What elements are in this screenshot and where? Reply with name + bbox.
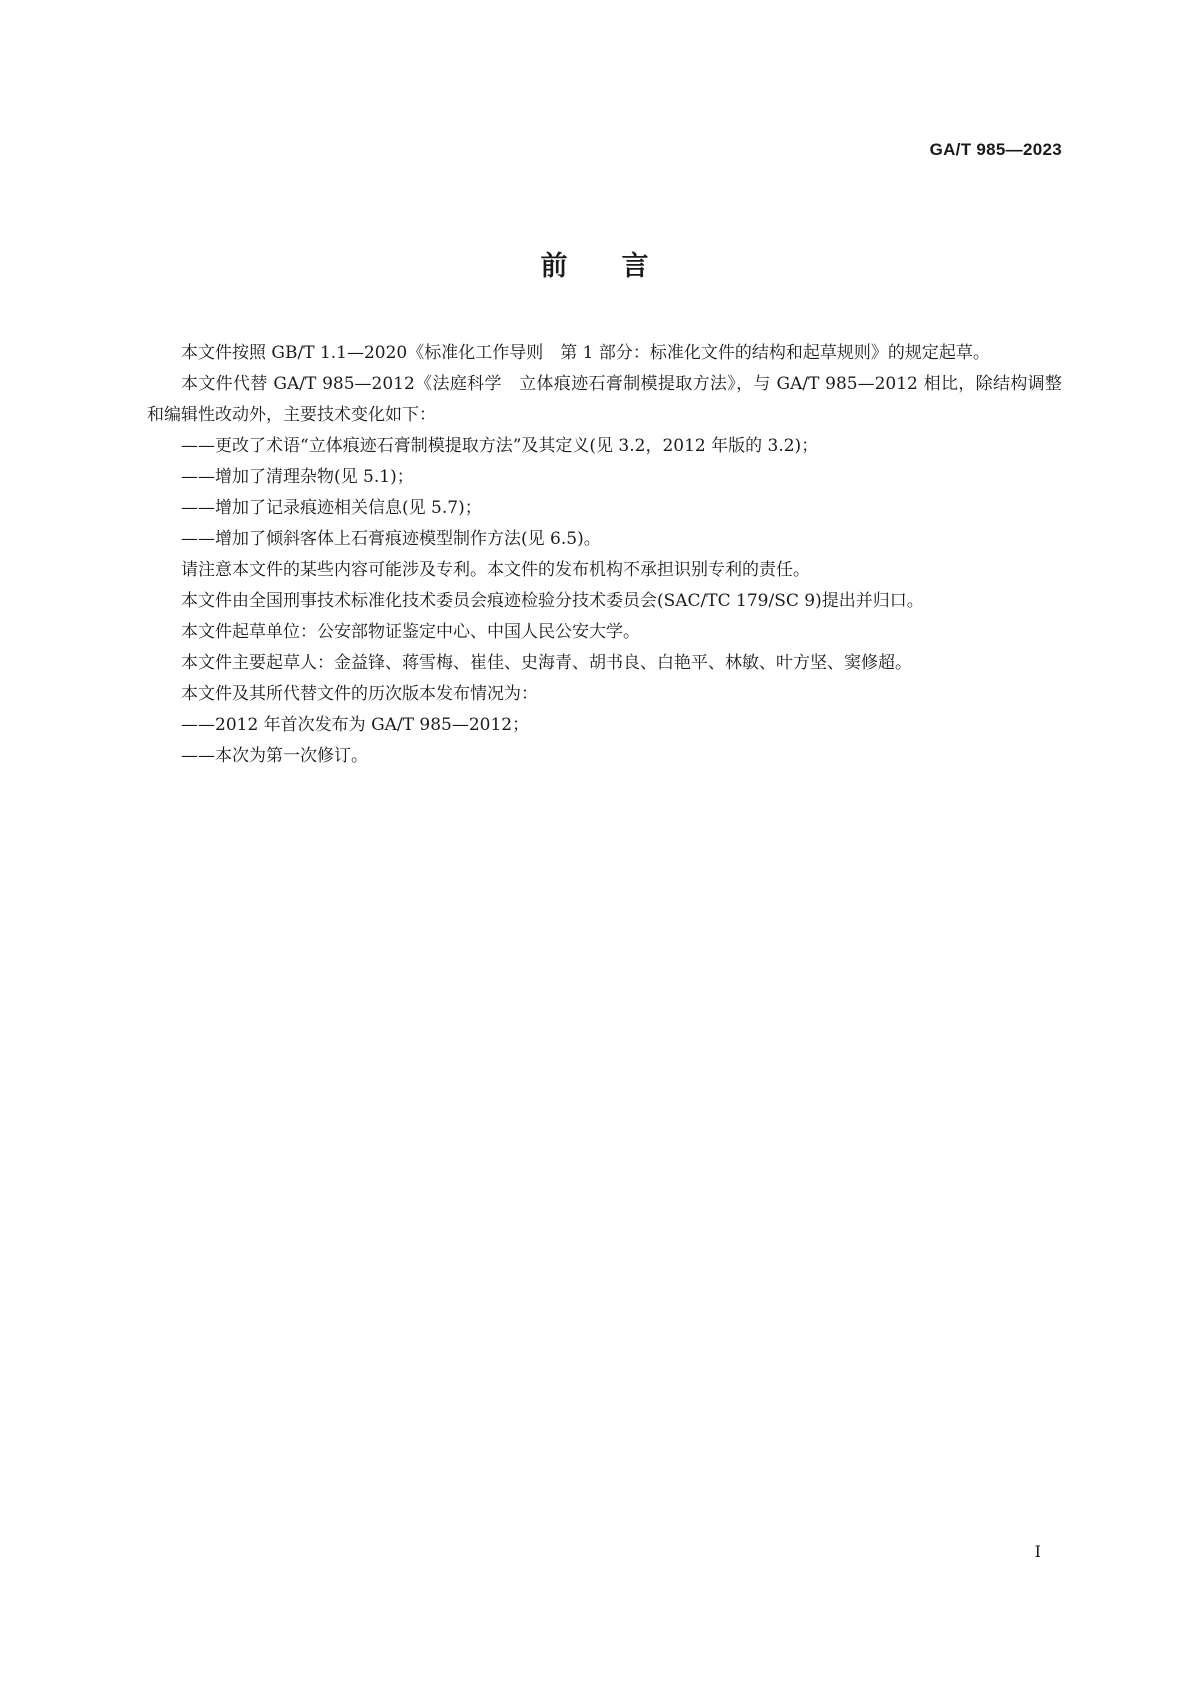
title-part-1: 前 xyxy=(540,251,570,282)
paragraph-drafting-units: 本文件起草单位：公安部物证鉴定中心、中国人民公安大学。 xyxy=(181,622,640,642)
page-number: I xyxy=(1034,1542,1041,1561)
document-number: GA/T 985—2023 xyxy=(929,140,1062,159)
list-item-history-2012: ——2012 年首次发布为 GA/T 985—2012； xyxy=(181,715,530,735)
list-item-change-record: ——增加了记录痕迹相关信息(见 5.7)； xyxy=(181,498,482,518)
preface-body xyxy=(147,338,1062,772)
list-item-history-revision: ——本次为第一次修订。 xyxy=(181,746,368,766)
list-item-change-term: ——更改了术语“立体痕迹石膏制模提取方法”及其定义(见 3.2，2012 年版的 3.2)； xyxy=(181,436,819,456)
list-item-change-inclined: ——增加了倾斜客体上石膏痕迹模型制作方法(见 6.5)。 xyxy=(181,529,601,549)
title-part-2: 言 xyxy=(621,251,651,282)
paragraph-drafting-rules: 本文件按照 GB/T 1.1—2020《标准化工作导则 第 1 部分：标准化文件的结构和起草规则》的规定起草。 xyxy=(181,343,990,363)
paragraph-drafters: 本文件主要起草人：金益锋、蒋雪梅、崔佳、史海青、胡书良、白艳平、林敏、叶方坚、窦修超。 xyxy=(181,653,912,673)
page-title xyxy=(0,244,1191,283)
list-item-change-cleanup: ——增加了清理杂物(见 5.1)； xyxy=(181,467,414,487)
paragraph-replacement: 本文件代替 GA/T 985—2012《法庭科学 立体痕迹石膏制模提取方法》，与 GA/T 985—2012 相比，除结构调整和编辑性改动外，主要技术变化如下： xyxy=(147,374,1062,425)
paragraph-patent-notice: 请注意本文件的某些内容可能涉及专利。本文件的发布机构不承担识别专利的责任。 xyxy=(181,560,810,580)
paragraph-proposer: 本文件由全国刑事技术标准化技术委员会痕迹检验分技术委员会(SAC/TC 179/SC 9)提出并归口。 xyxy=(181,591,924,611)
paragraph-history-intro: 本文件及其所代替文件的历次版本发布情况为： xyxy=(181,684,538,704)
